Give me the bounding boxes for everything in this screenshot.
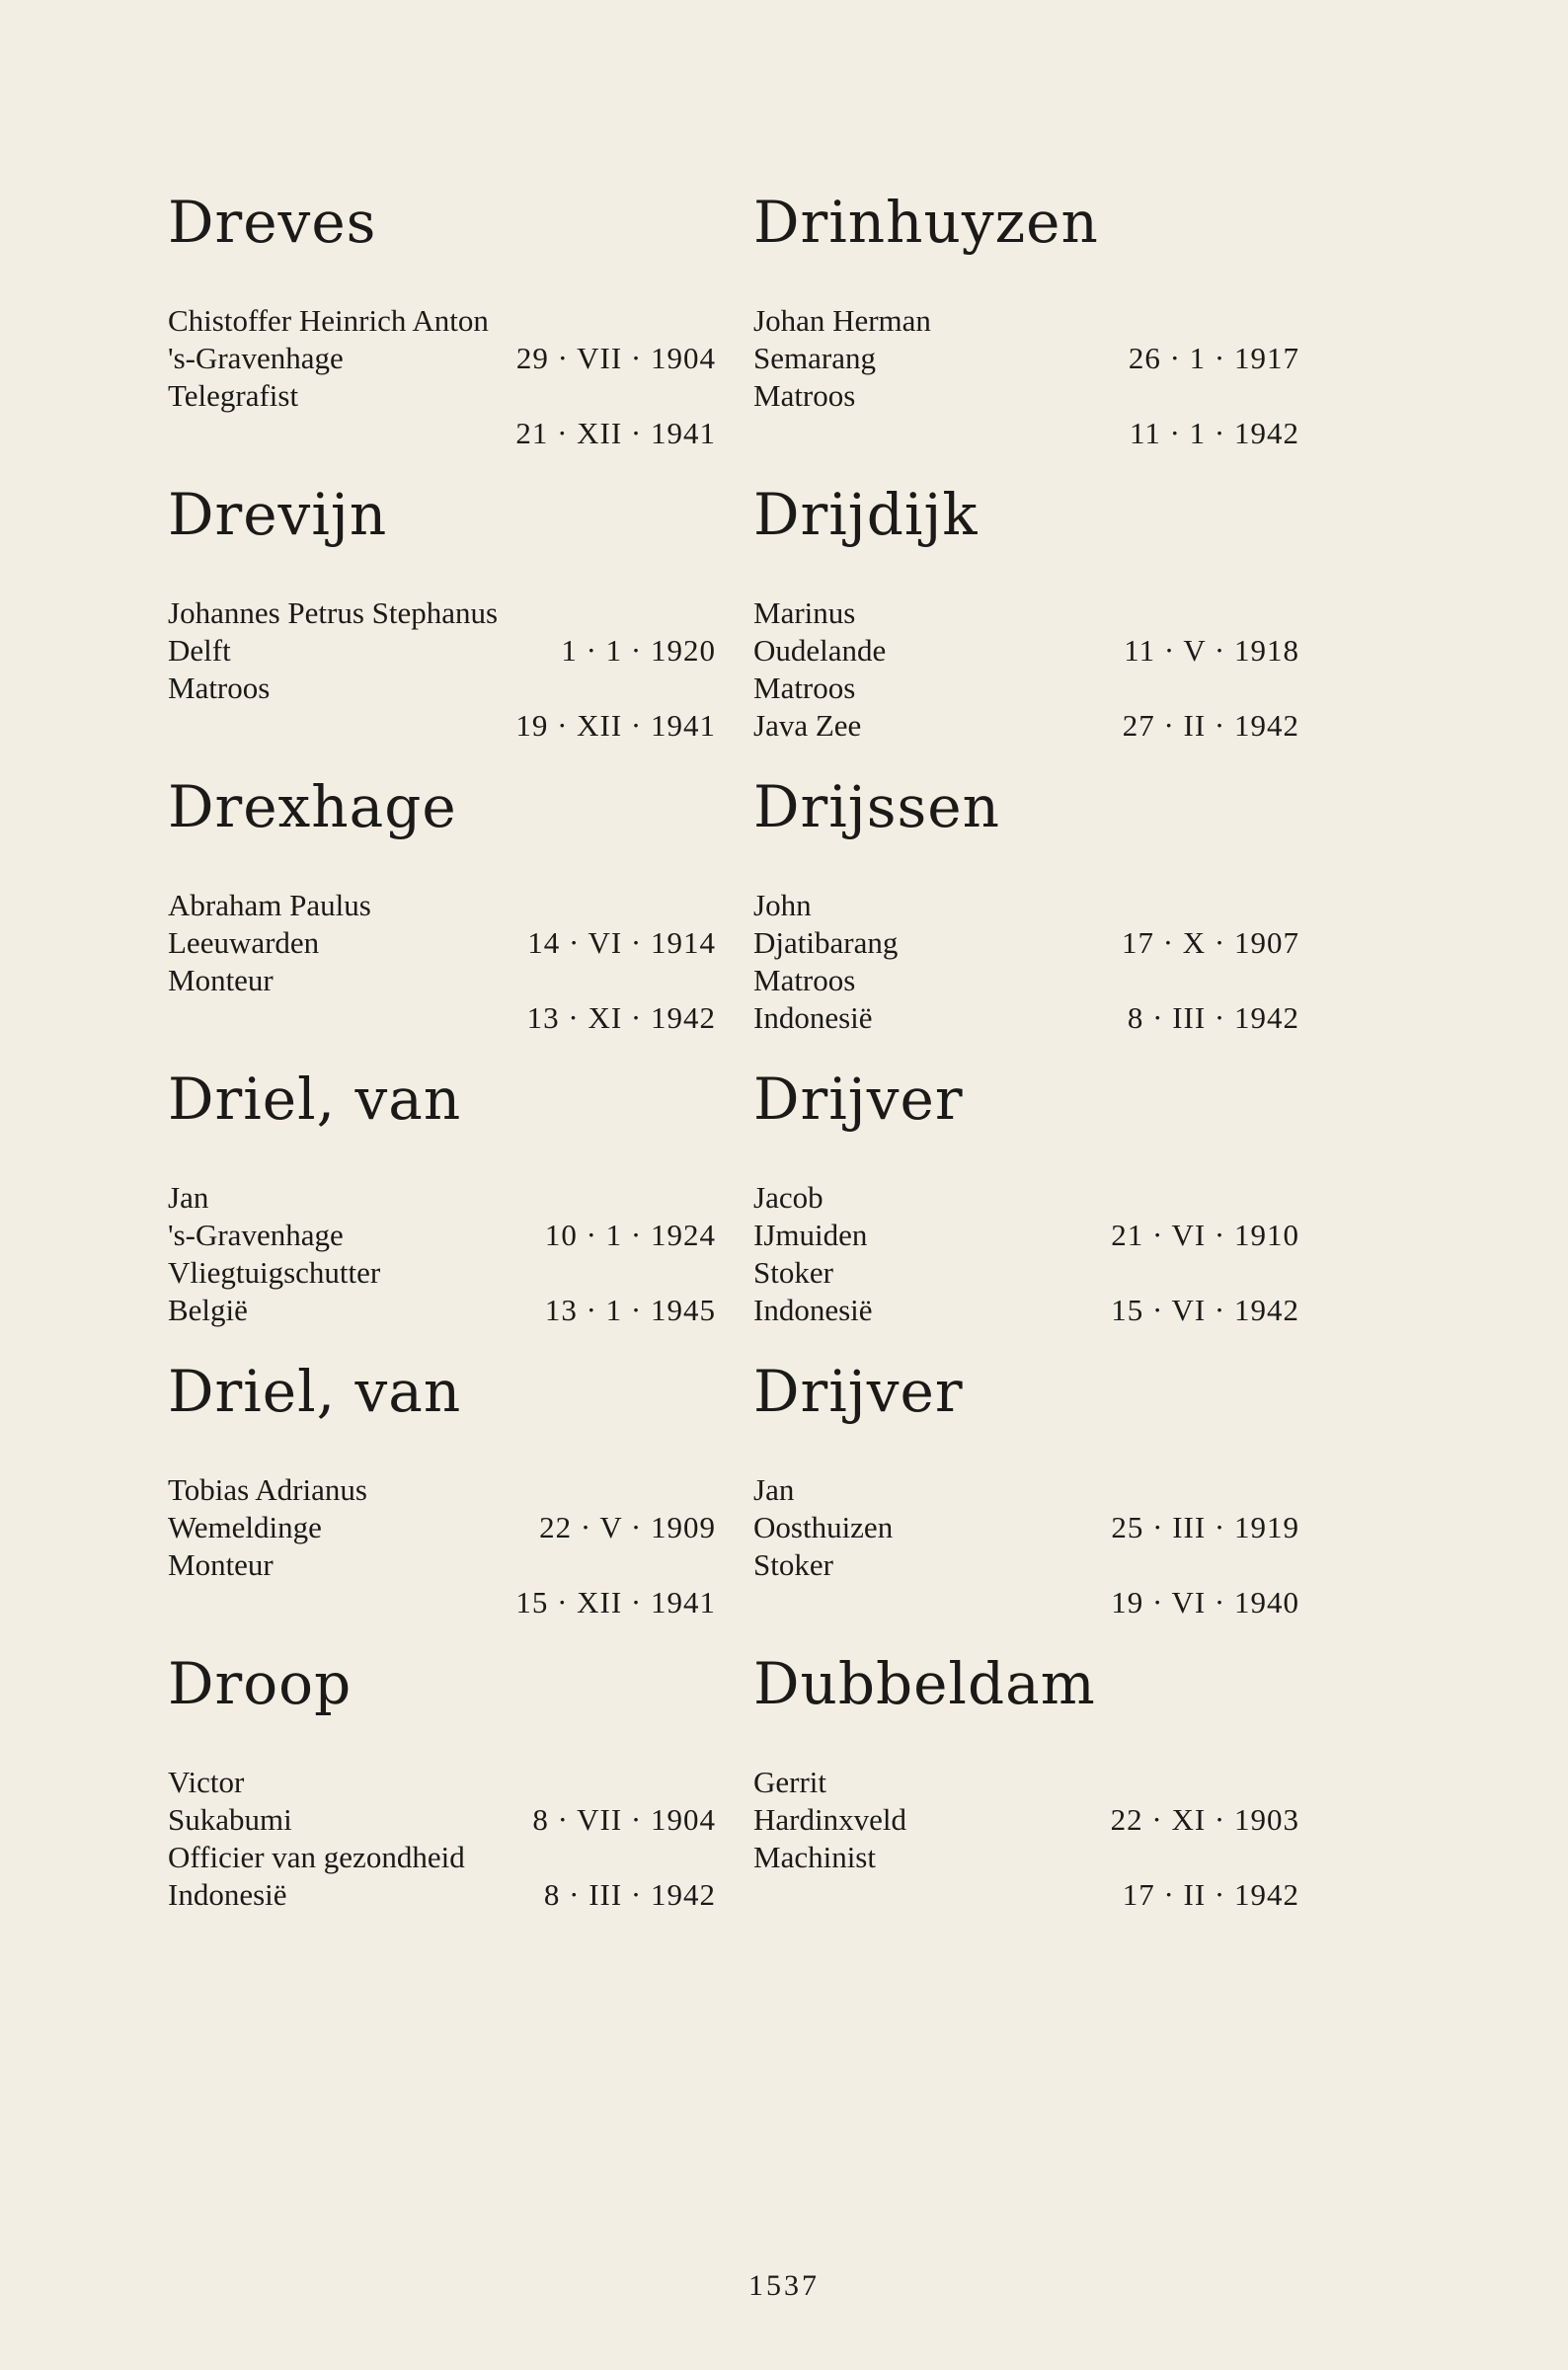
rank-line: [753, 962, 1299, 999]
birth-date: 29 · VII · 1904: [515, 341, 716, 375]
given-names: Marinus: [753, 595, 856, 630]
rank: Officier van gezondheid: [168, 1840, 465, 1874]
rank: Telegrafist: [168, 378, 299, 413]
birth-date: 22 · XI · 1903: [1110, 1802, 1299, 1837]
rank: Matroos: [753, 378, 856, 413]
birthplace-line: [168, 632, 716, 670]
birthplace: Leeuwarden: [168, 925, 320, 960]
given-names: Abraham Paulus: [168, 888, 371, 922]
birthplace-line: [168, 340, 716, 377]
birthplace: 's-Gravenhage: [168, 341, 344, 375]
death-date: 8 · III · 1942: [1127, 1000, 1299, 1035]
entry-driel-van-jan: [168, 1065, 716, 1357]
given-names: Jan: [168, 1180, 209, 1215]
rank: Machinist: [753, 1840, 876, 1874]
given-names-line: [168, 302, 716, 340]
death-place: Indonesië: [753, 1000, 873, 1035]
given-names: Johan Herman: [753, 303, 931, 338]
entry-drijdijk: [753, 480, 1299, 772]
birthplace-line: [168, 1801, 716, 1839]
birthplace: Oudelande: [753, 633, 887, 668]
birth-date: 10 · 1 · 1924: [544, 1218, 716, 1252]
death-date: 17 · II · 1942: [1122, 1877, 1299, 1912]
surname: Droop: [168, 1650, 353, 1717]
birthplace: Delft: [168, 633, 231, 668]
surname: Drevijn: [168, 481, 388, 548]
entry-drexhage: [168, 772, 716, 1065]
death-date: 8 · III · 1942: [543, 1877, 716, 1912]
given-names-line: [753, 594, 1299, 632]
death-line: [753, 1292, 1299, 1329]
death-line: [168, 1584, 716, 1621]
death-line: [753, 707, 1299, 745]
death-line: [168, 1876, 716, 1914]
rank-line: [168, 962, 716, 999]
surname: Drexhage: [168, 773, 457, 840]
left-column: [168, 188, 716, 1941]
given-names: John: [753, 888, 812, 922]
death-line: [168, 1292, 716, 1329]
given-names-line: [168, 887, 716, 924]
birthplace: Hardinxveld: [753, 1802, 906, 1837]
surname: Drijver: [753, 1358, 964, 1425]
entry-drijver-jacob: [753, 1065, 1299, 1357]
given-names-line: [753, 1764, 1299, 1801]
death-place: België: [168, 1293, 248, 1327]
rank: Monteur: [168, 963, 274, 997]
entry-dreves: [168, 188, 716, 480]
given-names-line: [753, 887, 1299, 924]
death-line: [753, 1584, 1299, 1621]
birth-date: 11 · V · 1918: [1124, 633, 1299, 668]
death-date: 15 · VI · 1942: [1111, 1293, 1299, 1327]
rank-line: [753, 1254, 1299, 1292]
death-place: Indonesië: [753, 1293, 873, 1327]
rank: Monteur: [168, 1547, 274, 1582]
birth-date: 25 · III · 1919: [1111, 1510, 1299, 1544]
birthplace: Sukabumi: [168, 1802, 292, 1837]
given-names: Jan: [753, 1472, 795, 1507]
birthplace: Wemeldinge: [168, 1510, 322, 1544]
death-date: 11 · 1 · 1942: [1130, 416, 1299, 450]
death-place: Java Zee: [753, 708, 862, 743]
death-line: [753, 999, 1299, 1037]
death-line: [168, 707, 716, 745]
entry-drinhuyzen: [753, 188, 1299, 480]
birth-date: 22 · V · 1909: [539, 1510, 716, 1544]
surname: Drijdijk: [753, 481, 979, 548]
rank-line: [753, 670, 1299, 707]
given-names: Tobias Adrianus: [168, 1472, 367, 1507]
birthplace-line: [168, 1509, 716, 1546]
rank: Matroos: [753, 963, 856, 997]
birth-date: 1 · 1 · 1920: [561, 633, 716, 668]
death-place: Indonesië: [168, 1877, 287, 1912]
rank-line: [168, 377, 716, 415]
birthplace-line: [753, 632, 1299, 670]
surname: Drijssen: [753, 773, 1000, 840]
birthplace-line: [753, 1217, 1299, 1254]
given-names: Jacob: [753, 1180, 823, 1215]
given-names: Victor: [168, 1765, 245, 1799]
rank-line: [168, 1254, 716, 1292]
surname: Drijver: [753, 1066, 964, 1133]
given-names: Chistoffer Heinrich Anton: [168, 303, 489, 338]
given-names: Gerrit: [753, 1765, 827, 1799]
rank-line: [168, 1839, 716, 1876]
given-names-line: [168, 1179, 716, 1217]
death-date: 13 · XI · 1942: [526, 1000, 716, 1035]
page-number: 1537: [748, 2269, 820, 2302]
rank: Matroos: [753, 671, 856, 705]
birth-date: 21 · VI · 1910: [1111, 1218, 1299, 1252]
birthplace-line: [753, 1801, 1299, 1839]
right-column: [753, 188, 1299, 1941]
death-date: 15 · XII · 1941: [515, 1585, 716, 1620]
death-line: [753, 415, 1299, 452]
rank-line: [753, 1546, 1299, 1584]
death-line: [168, 415, 716, 452]
rank-line: [168, 1546, 716, 1584]
death-line: [168, 999, 716, 1037]
entry-drijssen: [753, 772, 1299, 1065]
given-names-line: [168, 1471, 716, 1509]
given-names-line: [753, 302, 1299, 340]
rank: Vliegtuigschutter: [168, 1255, 381, 1290]
birth-date: 26 · 1 · 1917: [1128, 341, 1299, 375]
surname: Dubbeldam: [753, 1650, 1096, 1717]
birthplace-line: [753, 924, 1299, 962]
birthplace-line: [168, 1217, 716, 1254]
surname: Driel, van: [168, 1066, 462, 1133]
given-names-line: [168, 1764, 716, 1801]
rank-line: [753, 1839, 1299, 1876]
birthplace-line: [753, 340, 1299, 377]
rank: Stoker: [753, 1547, 833, 1582]
entry-droop: [168, 1649, 716, 1941]
rank: Matroos: [168, 671, 271, 705]
death-line: [753, 1876, 1299, 1914]
given-names-line: [753, 1179, 1299, 1217]
death-date: 13 · 1 · 1945: [544, 1293, 716, 1327]
birthplace-line: [168, 924, 716, 962]
birthplace: 's-Gravenhage: [168, 1218, 344, 1252]
death-date: 19 · XII · 1941: [515, 708, 716, 743]
birthplace: IJmuiden: [753, 1218, 868, 1252]
given-names-line: [753, 1471, 1299, 1509]
birthplace: Semarang: [753, 341, 876, 375]
entry-drevijn: [168, 480, 716, 772]
surname: Dreves: [168, 189, 377, 256]
given-names-line: [168, 594, 716, 632]
birth-date: 8 · VII · 1904: [532, 1802, 716, 1837]
rank-line: [168, 670, 716, 707]
surname: Drinhuyzen: [753, 189, 1099, 256]
rank-line: [753, 377, 1299, 415]
birthplace: Oosthuizen: [753, 1510, 894, 1544]
birth-date: 14 · VI · 1914: [527, 925, 716, 960]
rank: Stoker: [753, 1255, 833, 1290]
death-date: 27 · II · 1942: [1122, 708, 1299, 743]
entry-dubbeldam: [753, 1649, 1299, 1941]
death-date: 21 · XII · 1941: [515, 416, 716, 450]
birthplace-line: [753, 1509, 1299, 1546]
entry-drijver-jan: [753, 1357, 1299, 1649]
entry-driel-van-tobias: [168, 1357, 716, 1649]
surname: Driel, van: [168, 1358, 462, 1425]
birthplace: Djatibarang: [753, 925, 899, 960]
birth-date: 17 · X · 1907: [1121, 925, 1299, 960]
given-names: Johannes Petrus Stephanus: [168, 595, 499, 630]
death-date: 19 · VI · 1940: [1111, 1585, 1299, 1620]
